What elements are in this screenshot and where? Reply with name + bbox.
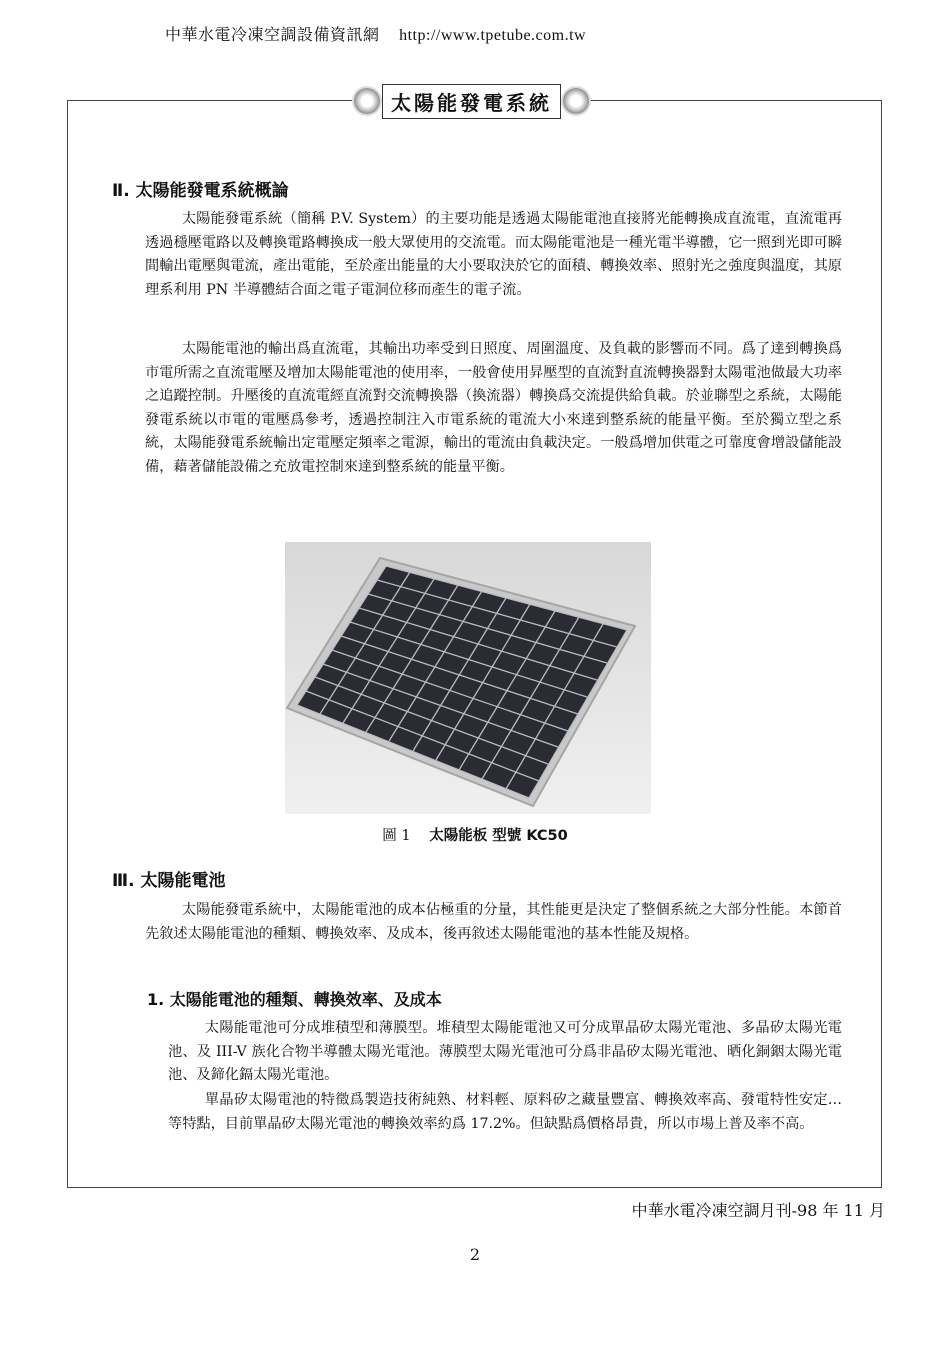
- figure-number: 圖 1: [382, 828, 411, 844]
- section-2-paragraph-2: 太陽能電池的輸出爲直流電，其輸出功率受到日照度、周圍溫度、及負載的影響而不同。爲了達到轉換爲市電所需之直流電壓及增加太陽能電池的使用率，一般會使用昇壓型的直流對直流轉換器對太陽電池做最大功率之追蹤控制。升壓後的直流電經直流對交流轉換器（換流器）轉換爲交流提供給負載。於並聯型之系統，太陽能發電系統以市電的電壓爲參考，透過控制注入市電系統的電流大小來達到整系統的能量平衡。至於獨立型之系統，太陽能發電系統輸出定電壓定頻率之電源，輸出的電流由負載決定。一般爲增加供電之可靠度會增設儲能設備，藉著儲能設備之充放電控制來達到整系統的能量平衡。: [145, 341, 842, 475]
- header-site-name: 中華水電冷凍空調設備資訊網: [165, 25, 380, 44]
- solar-panel-photo: [285, 542, 651, 814]
- banner-title: 太陽能發電系統: [382, 84, 561, 119]
- figure-caption: [0, 824, 950, 845]
- section-banner: [354, 86, 589, 116]
- page-number: 2: [469, 1245, 481, 1264]
- header-url[interactable]: http://www.tpetube.com.tw: [399, 27, 587, 44]
- section-3-heading: Ⅲ. 太陽能電池: [112, 871, 226, 891]
- subsection-1-paragraph-1: 太陽能電池可分成堆積型和薄膜型。堆積型太陽能電池又可分成單晶矽太陽光電池、多晶矽太陽光電池、及 III-V 族化合物半導體太陽光電池。薄膜型太陽光電池可分爲非晶矽太陽光電池、晒化銅銦太陽光電池、及鍗化鎘太陽光電池。: [168, 1020, 842, 1084]
- section-2-paragraph-1: 太陽能發電系統（簡稱 P.V. System）的主要功能是透過太陽能電池直接將光能轉換成直流電，直流電再透過穩壓電路以及轉換電路轉換成一般大眾使用的交流電。而太陽能電池是一種光電半導體，它一照到光即可瞬間輸出電壓與電流，產出電能，至於產出能量的大小要取決於它的面積、轉換效率、照射光之強度與溫度，其原理系利用 PN 半導體結合面之電子電洞位移而產生的電子流。: [145, 211, 842, 298]
- section-2-heading: Ⅱ. 太陽能發電系統概論: [112, 181, 289, 201]
- starburst-left-icon: [354, 88, 380, 114]
- section-3-paragraph-1: 太陽能發電系統中，太陽能電池的成本佔極重的分量，其性能更是決定了整個系統之大部分性能。本節首先敘述太陽能電池的種類、轉換效率、及成本，後再敘述太陽能電池的基本性能及規格。: [145, 902, 842, 942]
- subsection-1-heading: 1. 太陽能電池的種類、轉換效率、及成本: [147, 990, 442, 1009]
- starburst-right-icon: [563, 88, 589, 114]
- subsection-1-paragraph-2: 單晶矽太陽電池的特徵爲製造技術純熟、材料輕、原料矽之藏量豐富、轉換效率高、發電特性安定…等特點，目前單晶矽太陽光電池的轉換效率約爲 17.2%。但缺點爲價格昂貴，所以市場上普及率不高。: [168, 1092, 842, 1132]
- journal-footer: 中華水電冷凍空調月刊-98 年 11 月: [631, 1201, 885, 1220]
- figure-title: 太陽能板 型號 KC50: [429, 828, 568, 844]
- page-header: [165, 22, 586, 45]
